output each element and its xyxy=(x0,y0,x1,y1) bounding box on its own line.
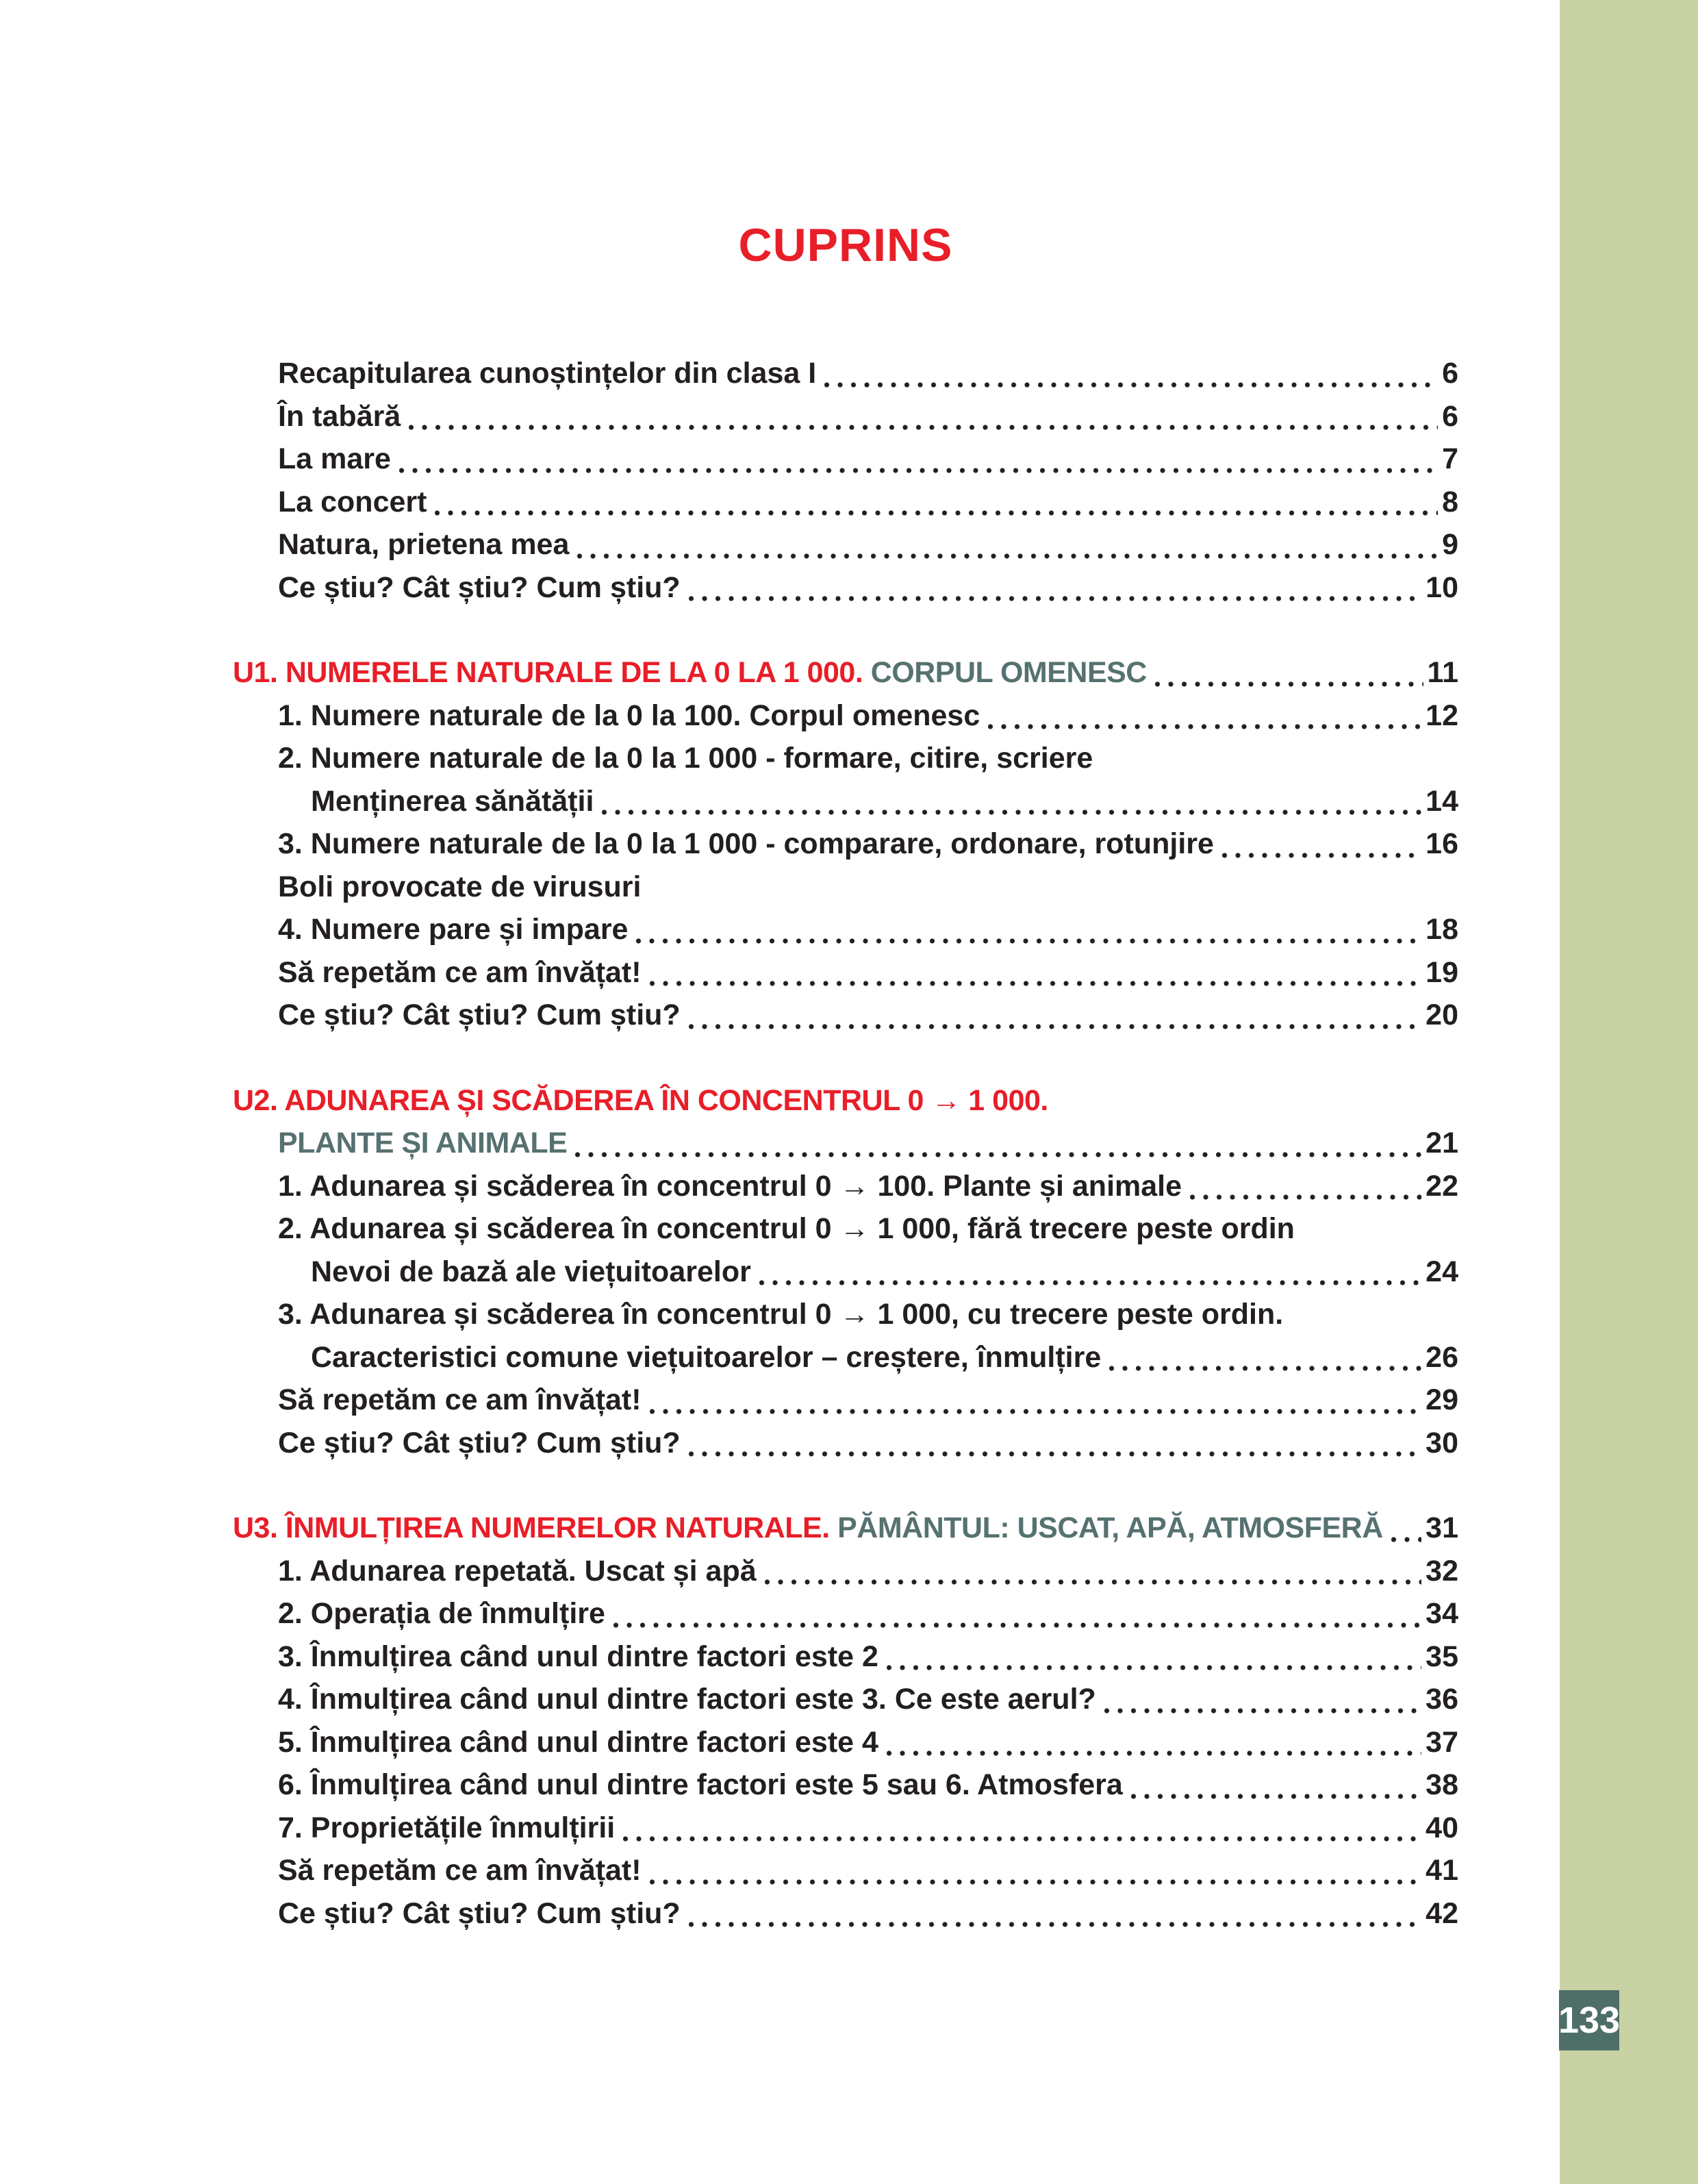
toc-entry-row xyxy=(233,395,1458,438)
toc-page-number: 30 xyxy=(1425,1426,1458,1459)
toc-page-number: 34 xyxy=(1425,1597,1458,1630)
toc-text: Menținerea sănătății xyxy=(311,784,594,818)
dot-leader xyxy=(623,1835,1421,1843)
toc-page-number: 18 xyxy=(1425,913,1458,946)
toc-entry-row xyxy=(233,780,1458,823)
toc-page-number: 19 xyxy=(1425,955,1458,989)
toc-text: Recapitularea cunoștințelor din clasa I xyxy=(278,357,817,390)
toc-entry-row xyxy=(233,1807,1458,1850)
toc-section xyxy=(233,1507,1458,1935)
table-of-contents xyxy=(233,218,1458,1935)
toc-text: 3. Adunarea și scăderea în concentrul 0 → 1 000, cu trecere peste ordin. xyxy=(278,1298,1284,1331)
toc-entry-row xyxy=(233,438,1458,481)
dot-leader xyxy=(602,808,1421,816)
toc-page-number: 42 xyxy=(1425,1896,1458,1930)
dot-leader xyxy=(759,1279,1421,1287)
toc-entry-row xyxy=(233,694,1458,738)
toc-text: Ce știu? Cât știu? Cum știu? xyxy=(278,1426,681,1459)
toc-page-number: 22 xyxy=(1425,1169,1458,1203)
page-number-badge xyxy=(1559,1990,1619,2050)
dot-leader xyxy=(887,1749,1421,1757)
dot-leader xyxy=(1391,1535,1421,1544)
toc-page-number: 29 xyxy=(1425,1383,1458,1416)
toc-text: 1. Adunarea și scăderea în concentrul 0 → 100. Plante și animale xyxy=(278,1169,1182,1203)
toc-text: 4. Numere pare și impare xyxy=(278,913,629,946)
toc-text: 4. Înmulțirea când unul dintre factori este 3. Ce este aerul? xyxy=(278,1683,1096,1716)
dot-leader xyxy=(689,1022,1421,1031)
dot-leader xyxy=(1104,1707,1421,1715)
toc-entry-row xyxy=(233,352,1458,395)
toc-page-number: 31 xyxy=(1425,1511,1458,1544)
toc-page-number: 7 xyxy=(1442,442,1458,475)
toc-page-number: 6 xyxy=(1442,399,1458,433)
dot-leader xyxy=(575,1151,1421,1159)
dot-leader xyxy=(636,937,1421,945)
toc-text: Ce știu? Cât știu? Cum știu? xyxy=(278,1896,681,1930)
toc-text: U3. ÎNMULȚIREA NUMERELOR NATURALE. xyxy=(233,1511,838,1544)
dot-leader xyxy=(435,509,1438,517)
toc-text: U2. ADUNAREA ȘI SCĂDEREA ÎN CONCENTRUL 0 → 1 000. xyxy=(233,1083,1048,1117)
toc-text: Ce știu? Cât știu? Cum știu? xyxy=(278,999,681,1031)
dot-leader xyxy=(1222,851,1421,859)
toc-text: CORPUL OMENESC xyxy=(870,656,1147,689)
dot-leader xyxy=(824,381,1438,389)
toc-text: PĂMÂNTUL: USCAT, APĂ, ATMOSFERĂ xyxy=(837,1511,1383,1544)
toc-page-number: 6 xyxy=(1442,357,1458,390)
toc-page-number: 41 xyxy=(1425,1854,1458,1887)
toc-entry-row xyxy=(233,994,1458,1037)
toc-text: Boli provocate de virusuri xyxy=(278,870,642,903)
toc-text: Caracteristici comune viețuitoarelor – creștere, înmulțire xyxy=(311,1340,1102,1374)
dot-leader xyxy=(613,1621,1421,1629)
toc-text: Natura, prietena mea xyxy=(278,528,570,561)
toc-page-number: 10 xyxy=(1425,570,1458,604)
toc-entry-row xyxy=(233,1207,1458,1251)
toc-text: Nevoi de bază ale viețuitoarelor xyxy=(311,1255,751,1288)
toc-text: Să repetăm ce am învățat! xyxy=(278,1383,642,1416)
toc-page-number: 26 xyxy=(1425,1340,1458,1374)
toc-entry-row xyxy=(233,566,1458,610)
dot-leader xyxy=(689,1450,1421,1458)
toc-text: U1. NUMERELE NATURALE DE LA 0 LA 1 000. xyxy=(233,656,871,689)
toc-page-number: 11 xyxy=(1427,656,1458,689)
toc-entry-row xyxy=(233,523,1458,566)
dot-leader xyxy=(765,1578,1422,1586)
toc-page-number: 37 xyxy=(1425,1725,1458,1759)
toc-page-number: 36 xyxy=(1425,1683,1458,1716)
toc-entry-row xyxy=(233,481,1458,524)
toc-entry-row xyxy=(233,1251,1458,1294)
toc-list xyxy=(233,352,1458,1935)
toc-header-row xyxy=(233,1122,1458,1165)
toc-entry-row xyxy=(233,1550,1458,1593)
toc-text: 7. Proprietățile înmulțirii xyxy=(278,1811,616,1844)
toc-header-row xyxy=(233,1079,1458,1122)
dot-leader xyxy=(1109,1364,1421,1372)
toc-page-number: 14 xyxy=(1425,784,1458,818)
toc-text: În tabără xyxy=(278,399,401,433)
toc-entry-row xyxy=(233,1165,1458,1208)
toc-section xyxy=(233,352,1458,609)
toc-text: 3. Numere naturale de la 0 la 1 000 - comparare, ordonare, rotunjire xyxy=(278,827,1214,860)
toc-header-row xyxy=(233,651,1458,694)
toc-text: 6. Înmulțirea când unul dintre factori este 5 sau 6. Atmosfera xyxy=(278,1768,1123,1801)
toc-text: Să repetăm ce am învățat! xyxy=(278,955,642,989)
toc-entry-row xyxy=(233,1678,1458,1721)
dot-leader xyxy=(399,466,1438,475)
toc-text: PLANTE ȘI ANIMALE xyxy=(278,1127,568,1159)
dot-leader xyxy=(1190,1193,1421,1201)
toc-page-number: 38 xyxy=(1425,1768,1458,1801)
dot-leader xyxy=(689,1920,1421,1929)
toc-text: 2. Adunarea și scăderea în concentrul 0 → 1 000, fără trecere peste ordin xyxy=(278,1212,1295,1245)
toc-entry-row xyxy=(233,951,1458,994)
toc-page-number: 20 xyxy=(1425,999,1458,1031)
dot-leader xyxy=(577,552,1438,560)
dot-leader xyxy=(650,1878,1422,1886)
toc-text: 2. Operația de înmulțire xyxy=(278,1597,605,1630)
dot-leader xyxy=(887,1664,1421,1672)
dot-leader xyxy=(689,594,1421,603)
toc-page-number: 24 xyxy=(1425,1255,1458,1288)
toc-entry-row xyxy=(233,1592,1458,1635)
toc-entry-row xyxy=(233,1763,1458,1807)
toc-entry-row xyxy=(233,1721,1458,1764)
toc-text: La mare xyxy=(278,442,391,475)
dot-leader xyxy=(650,979,1422,988)
dot-leader xyxy=(988,723,1421,731)
toc-page-number: 32 xyxy=(1425,1554,1458,1587)
toc-entry-row xyxy=(233,866,1458,909)
toc-text: Să repetăm ce am învățat! xyxy=(278,1854,642,1887)
sidebar-strip xyxy=(1560,0,1698,2184)
page-title: CUPRINS xyxy=(738,219,953,271)
toc-text: 3. Înmulțirea când unul dintre factori este 2 xyxy=(278,1640,878,1673)
toc-text: La concert xyxy=(278,485,427,518)
toc-header-row xyxy=(233,1507,1458,1550)
page-number-label: 133 xyxy=(1558,2000,1621,2041)
toc-page-number: 9 xyxy=(1442,528,1458,561)
toc-entry-row xyxy=(233,1293,1458,1336)
toc-text: 1. Numere naturale de la 0 la 100. Corpul omenesc xyxy=(278,699,980,732)
dot-leader xyxy=(1131,1792,1421,1800)
dot-leader xyxy=(1155,680,1423,688)
toc-entry-row xyxy=(233,1422,1458,1465)
toc-section xyxy=(233,651,1458,1037)
toc-page-number: 21 xyxy=(1425,1127,1458,1159)
toc-entry-row xyxy=(233,1336,1458,1379)
toc-text: 5. Înmulțirea când unul dintre factori este 4 xyxy=(278,1725,878,1759)
toc-text: 1. Adunarea repetată. Uscat și apă xyxy=(278,1554,757,1587)
toc-page-number: 16 xyxy=(1425,827,1458,860)
toc-page-number: 12 xyxy=(1425,699,1458,732)
toc-entry-row xyxy=(233,1849,1458,1892)
toc-page-number: 35 xyxy=(1425,1640,1458,1673)
toc-entry-row xyxy=(233,1635,1458,1679)
toc-page-number: 40 xyxy=(1425,1811,1458,1844)
dot-leader xyxy=(409,423,1438,431)
toc-entry-row xyxy=(233,908,1458,951)
dot-leader xyxy=(650,1407,1422,1416)
toc-text: 2. Numere naturale de la 0 la 1 000 - formare, citire, scriere xyxy=(278,742,1093,775)
toc-text: Ce știu? Cât știu? Cum știu? xyxy=(278,570,681,604)
toc-entry-row xyxy=(233,1379,1458,1422)
toc-entry-row xyxy=(233,823,1458,866)
toc-entry-row xyxy=(233,1892,1458,1935)
toc-entry-row xyxy=(233,737,1458,780)
toc-page-number: 8 xyxy=(1442,485,1458,518)
toc-section xyxy=(233,1079,1458,1465)
